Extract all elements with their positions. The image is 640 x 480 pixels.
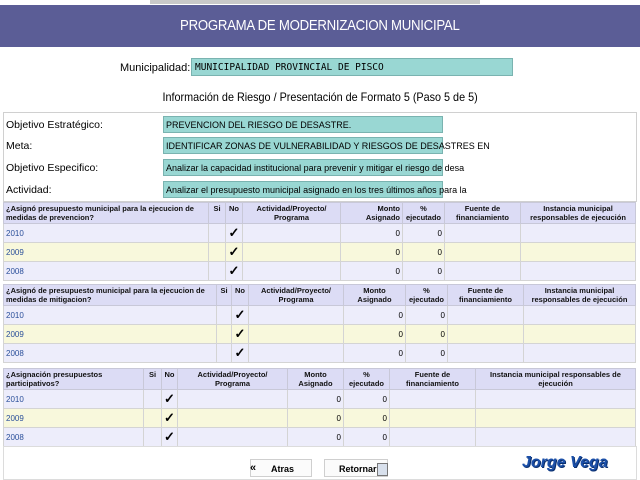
col-instancia: Instancia municipal responsables de ejecución [521,203,636,224]
col-fuente: Fuente de financiamiento [448,285,524,306]
monto-cell[interactable]: 0 [344,344,406,363]
retornar-button[interactable] [324,459,388,477]
actividad-cell[interactable] [249,306,344,325]
col-pct: % ejecutado [406,285,448,306]
col-no: No [226,203,243,224]
no-check[interactable]: ✓ [162,428,178,447]
col-question: ¿Asignó presupuesto municipal para la ejecucion de medidas de prevencion? [4,203,209,224]
col-no: No [162,369,178,390]
page-header [0,5,640,47]
instancia-cell[interactable] [524,325,636,344]
table-row [4,409,636,428]
year-link[interactable]: 2008 [4,344,217,363]
pct-cell[interactable]: 0 [344,428,390,447]
col-fuente: Fuente de financiamiento [390,369,476,390]
si-cell[interactable] [144,390,162,409]
instancia-cell[interactable] [524,344,636,363]
objetivo-estrategico-label: Objetivo Estratégico: [6,119,103,131]
col-monto: Monto Asignado [341,203,403,224]
actividad-cell[interactable] [243,224,341,243]
participativos-table [3,368,636,447]
monto-cell[interactable]: 0 [341,243,403,262]
monto-cell[interactable]: 0 [341,224,403,243]
page-title: PROGRAMA DE MODERNIZACION MUNICIPAL [180,17,460,34]
col-actividad: Actividad/Proyecto/ Programa [249,285,344,306]
table-row [4,224,636,243]
objetivo-especifico-field[interactable]: Analizar la capacidad institucional para prevenir y mitigar el riesgo de desa [163,159,443,176]
atras-button[interactable] [250,459,312,477]
col-si: Si [209,203,226,224]
fuente-cell[interactable] [448,306,524,325]
fuente-cell[interactable] [390,390,476,409]
atras-label: Atras [271,464,295,474]
municipalidad-field[interactable]: MUNICIPALIDAD PROVINCIAL DE PISCO [191,58,513,76]
fuente-cell[interactable] [445,243,521,262]
fuente-cell[interactable] [448,325,524,344]
col-no: No [232,285,249,306]
col-question: ¿Asignó de presupuesto municipal para la ejecucion de medidas de mitigacion? [4,285,217,306]
pct-cell[interactable]: 0 [403,243,445,262]
no-check[interactable]: ✓ [232,325,249,344]
instancia-cell[interactable] [476,428,636,447]
no-check[interactable]: ✓ [226,243,243,262]
year-link[interactable]: 2008 [4,428,144,447]
table-header [4,369,636,390]
meta-field[interactable]: IDENTIFICAR ZONAS DE VULNERABILIDAD Y RIESGOS DE DESASTRES EN [163,137,443,154]
monto-cell[interactable]: 0 [344,325,406,344]
pct-cell[interactable]: 0 [406,325,448,344]
subtitle-text: Información de Riesgo / Presentación de Formato 5 (Paso 5 de 5) [162,90,478,104]
back-arrow-icon: « [250,462,257,474]
year-link[interactable]: 2009 [4,325,217,344]
table-header [4,203,636,224]
si-cell[interactable] [217,325,232,344]
form-subtitle [0,90,640,104]
year-link[interactable]: 2009 [4,409,144,428]
si-cell[interactable] [209,243,226,262]
no-check[interactable]: ✓ [232,344,249,363]
no-check[interactable]: ✓ [226,262,243,281]
instancia-cell[interactable] [476,409,636,428]
col-actividad: Actividad/Proyecto/ Programa [243,203,341,224]
mitigacion-table [3,284,636,363]
signature: Jorge Vega [522,454,608,471]
pct-cell[interactable]: 0 [406,344,448,363]
fuente-cell[interactable] [448,344,524,363]
no-check[interactable]: ✓ [226,224,243,243]
retornar-label: Retornar [339,464,377,474]
col-fuente: Fuente de financiamiento [445,203,521,224]
table-row [4,390,636,409]
actividad-cell[interactable] [243,243,341,262]
municipalidad-label: Municipalidad: [120,62,191,74]
col-si: Si [217,285,232,306]
instancia-cell[interactable] [521,243,636,262]
si-cell[interactable] [209,224,226,243]
year-link[interactable]: 2009 [4,243,209,262]
fuente-cell[interactable] [445,224,521,243]
si-cell[interactable] [217,344,232,363]
pct-cell[interactable]: 0 [406,306,448,325]
col-actividad: Actividad/Proyecto/ Programa [178,369,288,390]
fuente-cell[interactable] [390,428,476,447]
table-header [4,285,636,306]
monto-cell[interactable]: 0 [288,390,344,409]
si-cell[interactable] [217,306,232,325]
actividad-label: Actividad: [6,184,52,196]
col-instancia: Instancia municipal responsables de ejecución [524,285,636,306]
col-instancia: Instancia municipal responsables de ejecución [476,369,636,390]
si-cell[interactable] [144,428,162,447]
fuente-cell[interactable] [445,262,521,281]
year-link[interactable]: 2010 [4,224,209,243]
fuente-cell[interactable] [390,409,476,428]
meta-label: Meta: [6,140,33,152]
no-check[interactable]: ✓ [162,390,178,409]
instancia-cell[interactable] [521,262,636,281]
document-icon [377,463,388,476]
monto-cell[interactable]: 0 [344,306,406,325]
prevencion-table [3,202,636,281]
objetivo-estrategico-field[interactable]: PREVENCION DEL RIESGO DE DESASTRE. [163,116,443,133]
table-row [4,344,636,363]
actividad-cell[interactable] [243,262,341,281]
actividad-field[interactable]: Analizar el presupuesto municipal asignado en los tres últimos años para la [163,181,443,198]
monto-cell[interactable]: 0 [341,262,403,281]
actividad-cell[interactable] [249,344,344,363]
objetivo-especifico-label: Objetivo Especifico: [6,162,99,174]
actividad-cell[interactable] [178,409,288,428]
col-pct: % ejecutado [344,369,390,390]
instancia-cell[interactable] [476,390,636,409]
year-link[interactable]: 2008 [4,262,209,281]
col-pct: % ejecutado [403,203,445,224]
table-row [4,325,636,344]
year-link[interactable]: 2010 [4,306,217,325]
no-check[interactable]: ✓ [162,409,178,428]
pct-cell[interactable]: 0 [403,262,445,281]
col-question: ¿Asignación presupuestos participativos? [4,369,144,390]
actividad-cell[interactable] [178,390,288,409]
col-monto: Monto Asignado [344,285,406,306]
monto-cell[interactable]: 0 [288,409,344,428]
pct-cell[interactable]: 0 [403,224,445,243]
instancia-cell[interactable] [521,224,636,243]
table-row [4,306,636,325]
no-check[interactable]: ✓ [232,306,249,325]
table-row [4,428,636,447]
monto-cell[interactable]: 0 [288,428,344,447]
actividad-cell[interactable] [178,428,288,447]
table-row [4,262,636,281]
pct-cell[interactable]: 0 [344,409,390,428]
top-bar [150,0,480,4]
pct-cell[interactable]: 0 [344,390,390,409]
col-si: Si [144,369,162,390]
si-cell[interactable] [209,262,226,281]
table-row [4,243,636,262]
actividad-cell[interactable] [249,325,344,344]
year-link[interactable]: 2010 [4,390,144,409]
si-cell[interactable] [144,409,162,428]
col-monto: Monto Asignado [288,369,344,390]
instancia-cell[interactable] [524,306,636,325]
